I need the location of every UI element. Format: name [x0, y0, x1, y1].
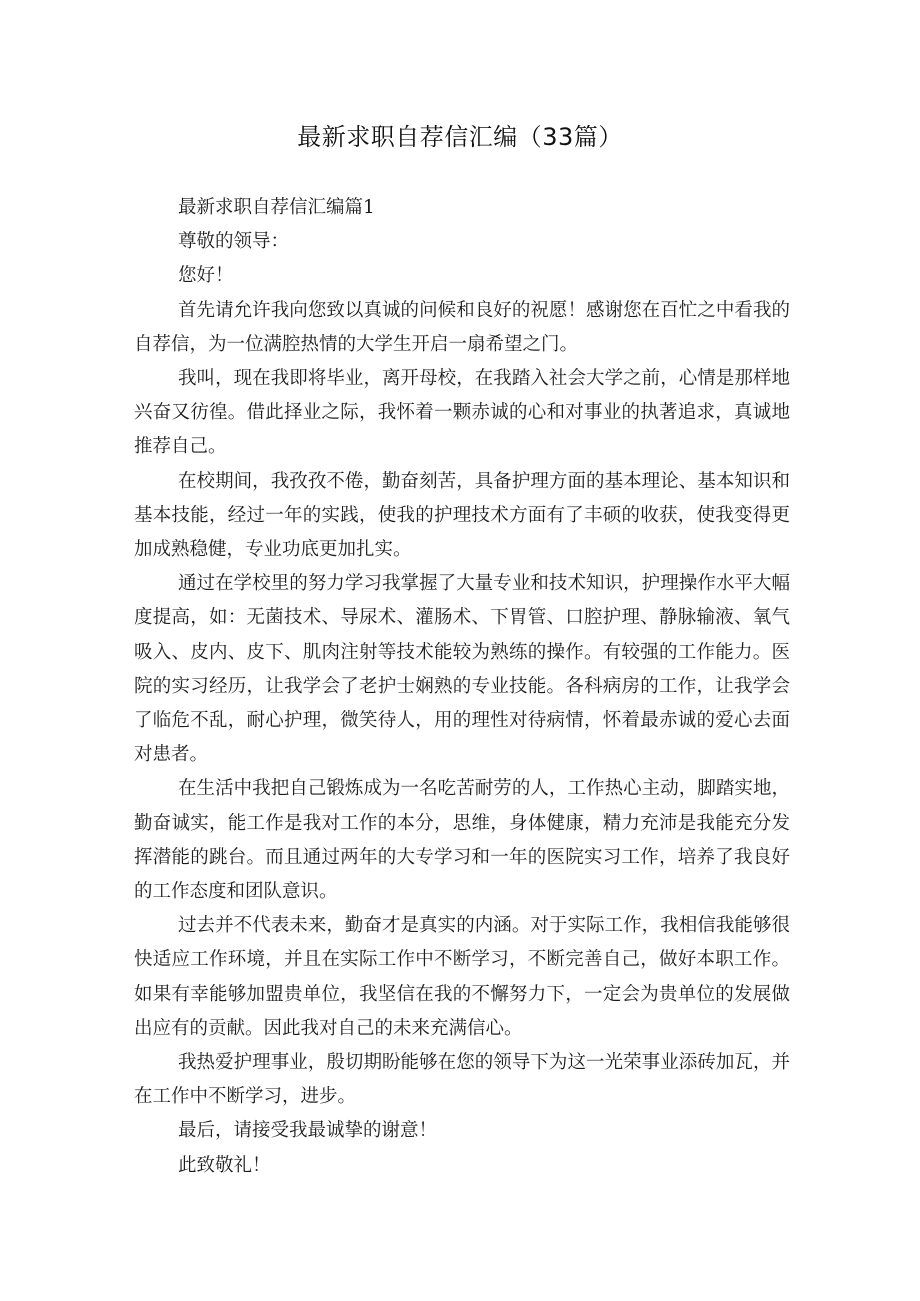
section-heading: 最新求职自荐信汇编篇1 [178, 197, 375, 218]
paragraph: 我热爱护理事业，殷切期盼能够在您的领导下为这一光荣事业添砖加瓦，并在工作中不断学习，进步。 [134, 1052, 790, 1108]
document-title: 最新求职自荐信汇编（33篇） [297, 123, 623, 151]
closing-thanks: 最后，请接受我最诚挚的谢意！ [178, 1120, 438, 1142]
paragraph: 在校期间，我孜孜不倦，勤奋刻苦，具备护理方面的基本理论、基本知识和基本技能，经过一年的实践，使我的护理技术方面有了丰硕的收获，使我变得更加成熟稳健，专业功底更加扎实。 [134, 470, 790, 561]
paragraph: 过去并不代表未来，勤奋才是真实的内涵。对于实际工作，我相信我能够很快适应工作环境，并且在实际工作中不断学习，不断完善自己，做好本职工作。如果有幸能够加盟贵单位，我坚信在我的不懈努力下，一定会为贵单位的发展做出应有的贡献。因此我对自己的未来充满信心。 [134, 915, 790, 1039]
paragraph: 通过在学校里的努力学习我掌握了大量专业和技术知识，护理操作水平大幅度提高，如：无菌技术、导尿术、灌肠术、下胃管、口腔护理、静脉输液、氧气吸入、皮内、皮下、肌肉注射等技术能较为熟练的操作。有较强的工作能力。医院的实习经历，让我学会了老护士娴熟的专业技能。各科病房的工作，让我学会了临危不乱，耐心护理，微笑待人，用的理性对待病情，怀着最赤诚的爱心去面对患者。 [134, 573, 790, 766]
closing-regards: 此致敬礼！ [178, 1154, 271, 1176]
paragraph: 首先请允许我向您致以真诚的问候和良好的祝愿！感谢您在百忙之中看我的自荐信，为一位满腔热情的大学生开启一扇希望之门。 [134, 299, 790, 355]
paragraph: 在生活中我把自己锻炼成为一名吃苦耐劳的人，工作热心主动，脚踏实地，勤奋诚实，能工作是我对工作的本分，思维，身体健康，精力充沛是我能充分发挥潜能的跳台。而且通过两年的大专学习和一年的医院实习工作，培养了我良好的工作态度和团队意识。 [134, 778, 790, 903]
document-body [134, 191, 790, 1183]
greeting: 您好！ [178, 265, 234, 287]
salutation: 尊敬的领导： [178, 231, 290, 253]
paragraph: 我叫，现在我即将毕业，离开母校，在我踏入社会大学之前，心情是那样地兴奋又彷徨。借此择业之际，我怀着一颗赤诚的心和对事业的执著追求，真诚地推荐自己。 [134, 368, 790, 458]
